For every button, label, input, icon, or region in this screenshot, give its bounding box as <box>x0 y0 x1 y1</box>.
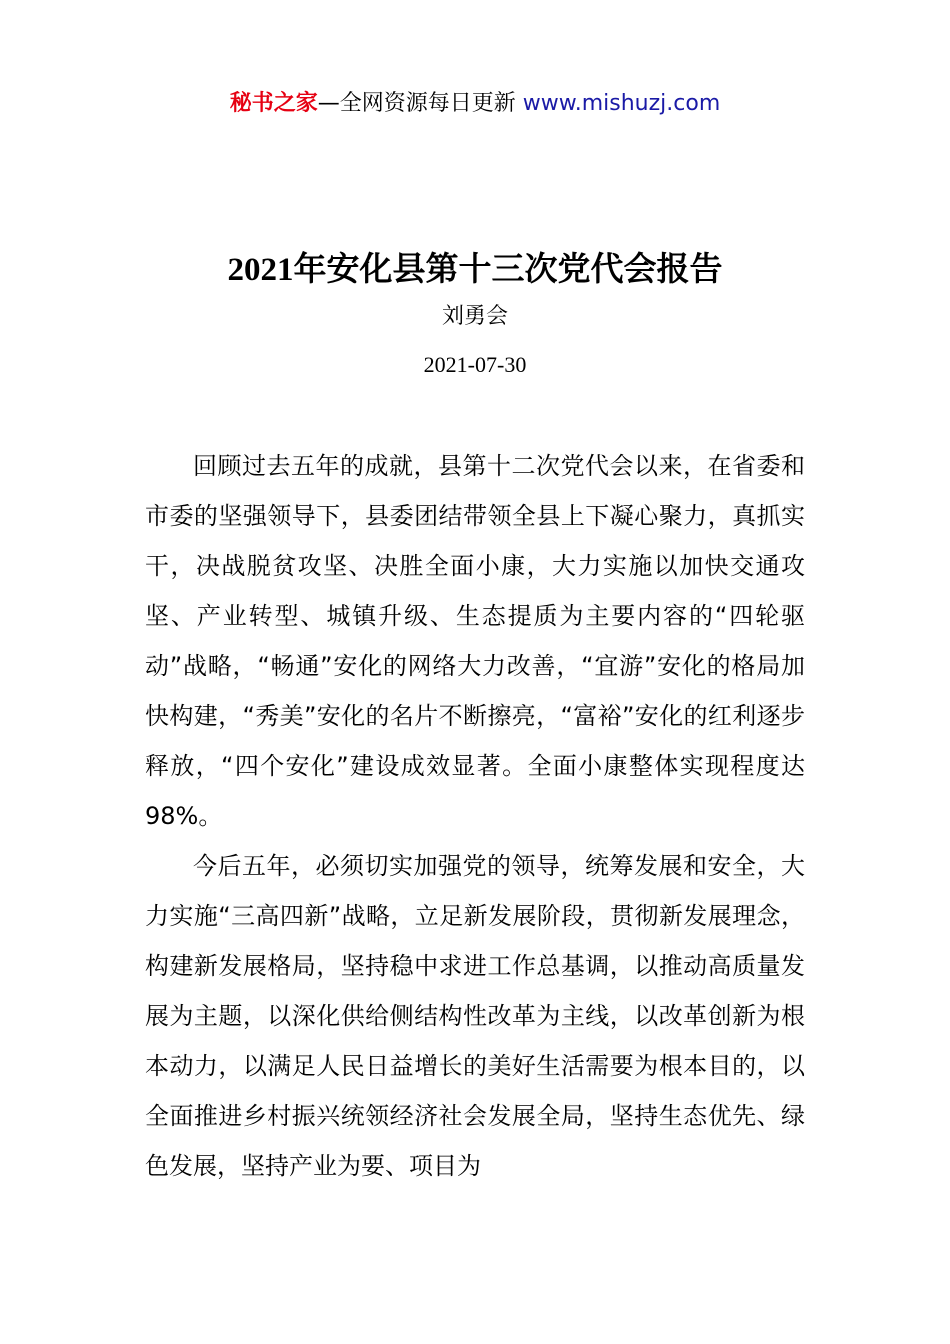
document-date: 2021-07-30 <box>423 352 527 377</box>
site-url-link[interactable]: www.mishuzj.com <box>522 91 721 116</box>
document-body <box>145 441 805 1191</box>
site-brand[interactable]: 秘书之家 <box>229 91 318 116</box>
body-paragraph-2: 今后五年，必须切实加强党的领导，统筹发展和安全，大力实施“三高四新”战略，立足新发展阶段，贯彻新发展理念，构建新发展格局，坚持稳中求进工作总基调，以推动高质量发展为主题，以深化供给侧结构性改革为主线，以改革创新为根本动力，以满足人民日益增长的美好生活需要为根本目的，以全面推进乡村振兴统领经济社会发展全局，坚持生态优先、绿色发展，坚持产业为要、项目为 <box>145 852 805 1180</box>
title-year: 2021 <box>227 252 294 288</box>
site-tagline: —全网资源每日更新 <box>317 91 516 116</box>
body-paragraph-1: 回顾过去五年的成就，县第十二次党代会以来，在省委和市委的坚强领导下，县委团结带领全县上下凝心聚力，真抓实干，决战脱贫攻坚、决胜全面小康，大力实施以加快交通攻坚、产业转型、城镇升级、生态提质为主要内容的“四轮驱动”战略，“畅通”安化的网络大力改善，“宜游”安化的格局加快构建，“秀美”安化的名片不断擦亮，“富裕”安化的红利逐步释放，“四个安化”建设成效显著。全面小康整体实现程度达98%。 <box>145 452 805 830</box>
document-author: 刘勇会 <box>441 304 508 329</box>
title-text: 年安化县第十三次党代会报告 <box>293 249 723 288</box>
site-header <box>0 88 950 120</box>
document-title <box>0 244 950 295</box>
